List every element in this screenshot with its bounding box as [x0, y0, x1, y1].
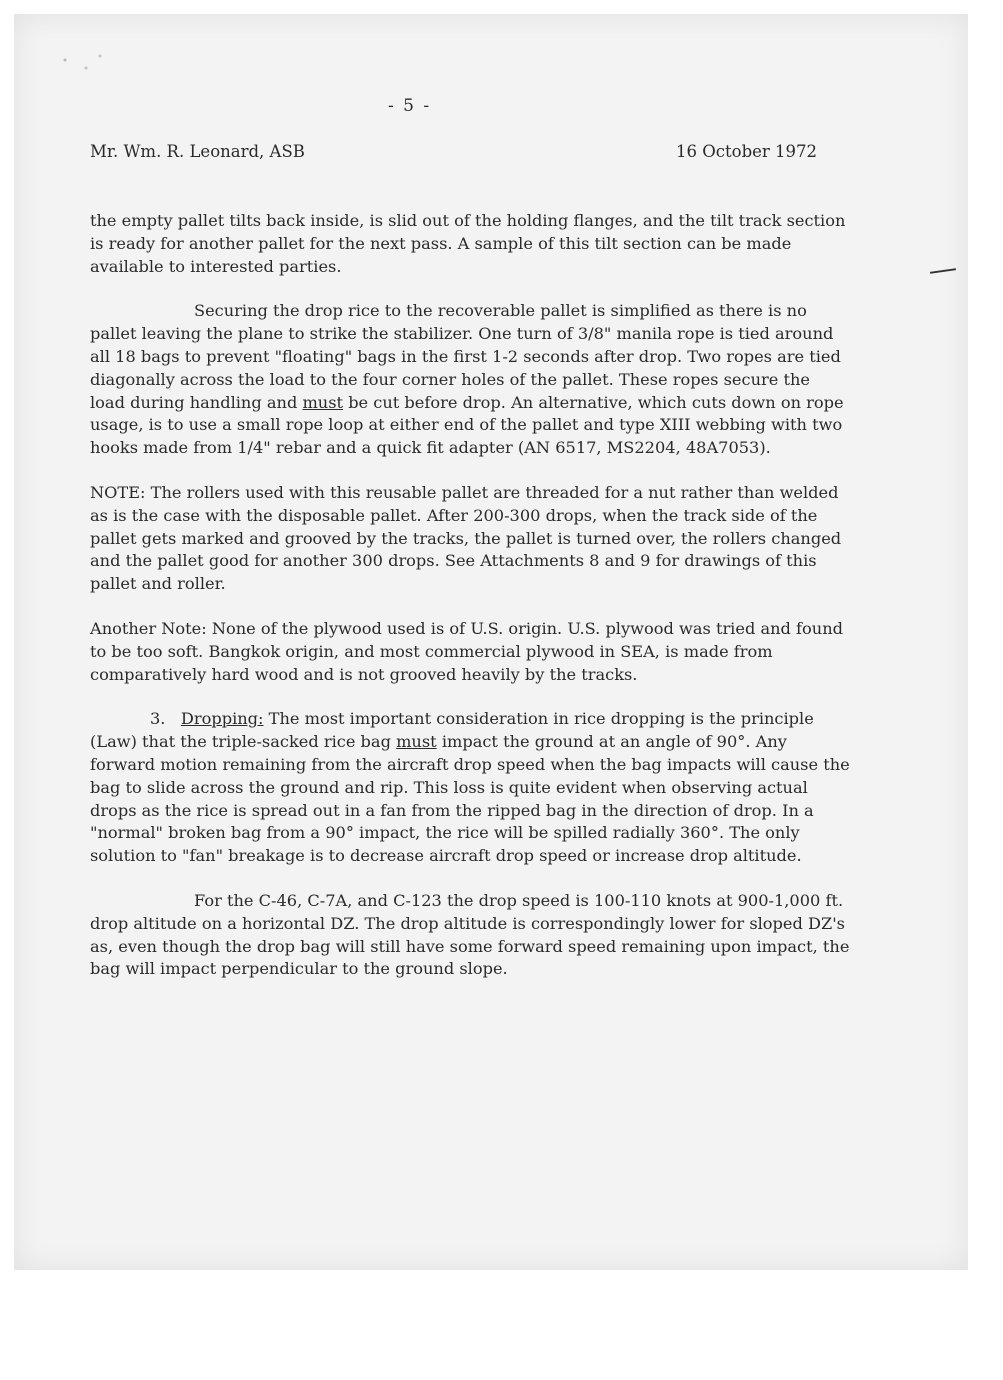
note-plywood: Another Note: None of the plywood used is of U.S. origin. U.S. plywood was tried and found to be too soft. Bangkok origin, and most commercial plywood in SEA, is made from comparatively hard wood and is not grooved heavily by the tracks. [90, 618, 843, 684]
dropping-text-1: The most important consideration in rice dropping is the principle (Law) that the triple-sacked rice bag [90, 709, 814, 752]
letter-body [90, 210, 850, 1003]
letter-date: 16 October 1972 [676, 142, 818, 161]
paragraph-securing-rice [90, 300, 850, 460]
securing-text-1: Securing the drop rice to the recoverable pallet is simplified as there is no pallet leaving the plane to strike the stabilizer. One turn of 3/8" manila rope is tied around all 18 bags to prevent "floating" bags in the first 1-2 seconds after drop. Two ropes are tied diagonally across the load to the four corner holes of the pallet. These ropes secure the load during handling and [90, 301, 841, 412]
paragraph-drop-speed: For the C-46, C-7A, and C-123 the drop speed is 100-110 knots at 900-1,000 ft. drop altitude on a horizontal DZ. The drop altitude is correspondingly lower for sloped DZ's as, even though the drop bag will still have some forward speed remaining upon impact, the bag will impact perpendicular to the ground slope. [90, 890, 850, 979]
paragraph-tilt-section: the empty pallet tilts back inside, is slid out of the holding flanges, and the tilt track section is ready for another pallet for the next pass. A sample of this tilt section can be made available to interested parties. [90, 211, 846, 276]
addressee-line: Mr. Wm. R. Leonard, ASB [90, 142, 305, 161]
dropping-text-2: impact the ground at an angle of 90°. Any forward motion remaining from the aircraft drop speed when the bag impacts will cause the bag to slide across the ground and rip. This loss is quite evident when observing actual drops as the rice is spread out in a fan from the ripped bag in the direction of drop. In a "normal" broken bag from a 90° impact, the rice will be spilled radially 360°. The only solution to "fan" breakage is to decrease aircraft drop speed or increase drop altitude. [90, 732, 850, 866]
securing-text-2: be cut before drop. An alternative, which cuts down on rope usage, is to use a small rope loop at either end of the pallet and type XIII webbing with two hooks made from 1/4" rebar and a quick fit adapter (AN 6517, MS2204, 48A7053). [90, 392, 844, 458]
section-number: 3. [150, 709, 166, 729]
note-rollers: NOTE: The rollers used with this reusable pallet are threaded for a nut rather than welded as is the case with the disposable pallet. After 200-300 drops, when the track side of the pallet gets marked and grooved by the tracks, the pallet is turned over, the rollers changed and the pallet good for another 300 drops. See Attachments 8 and 9 for drawings of this pallet and roller. [90, 482, 842, 594]
section-heading: Dropping: [180, 709, 264, 729]
section-dropping [90, 708, 850, 868]
emphasis-must: must [396, 732, 437, 752]
emphasis-must: must [302, 392, 344, 412]
scan-speckle [44, 44, 114, 84]
page-number: - 5 - [388, 96, 432, 116]
